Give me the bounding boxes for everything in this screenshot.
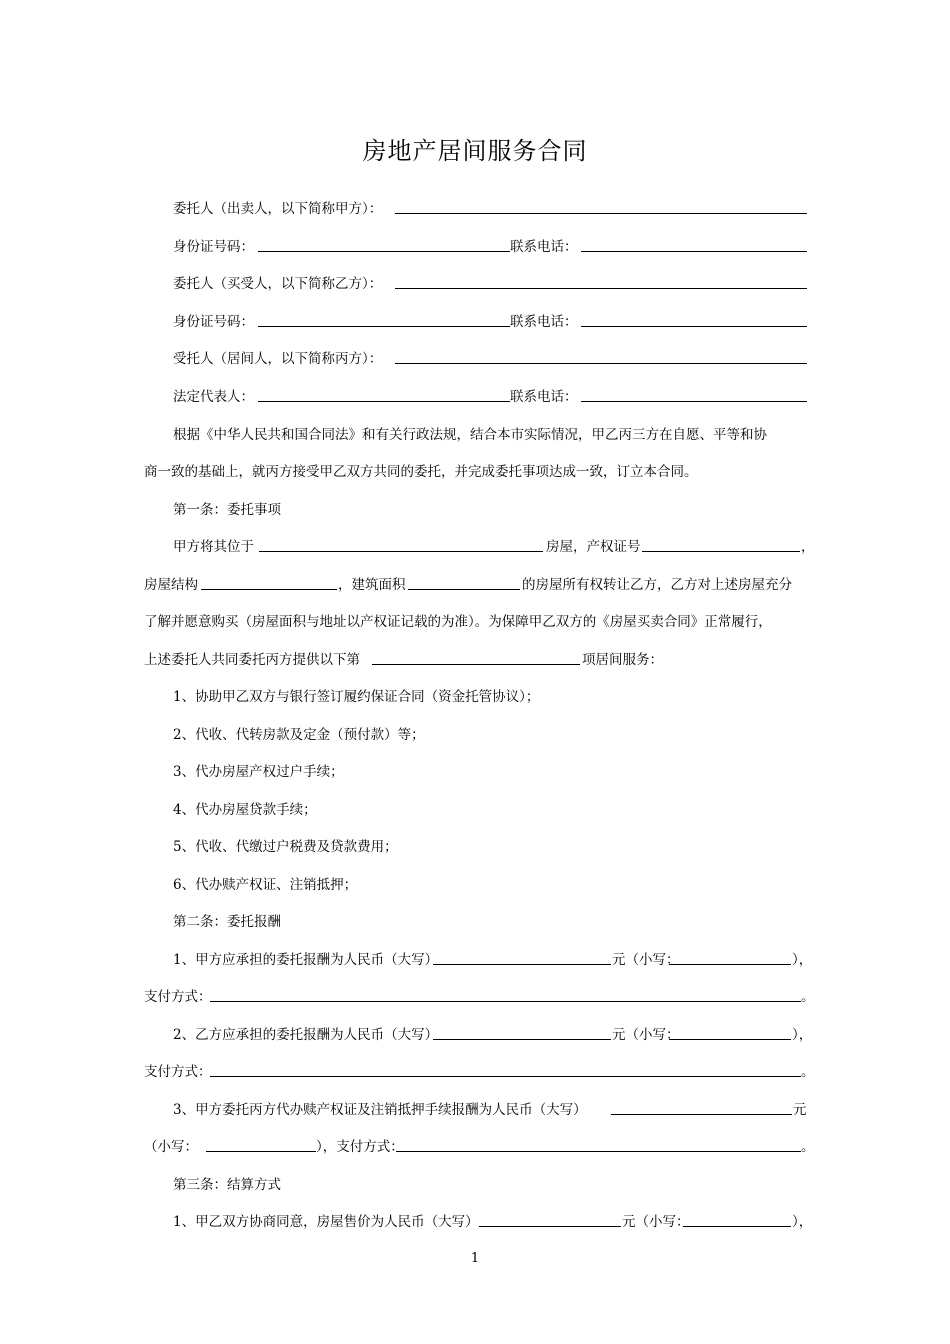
buyer-pay-method-blank[interactable] xyxy=(210,1076,801,1077)
buyer-fee-capital-blank[interactable] xyxy=(433,1039,611,1040)
service-item-6: 6、代办赎产权证、注销抵押； xyxy=(173,877,358,893)
document-title: 房地产居间服务合同 xyxy=(362,137,588,165)
a2-a-close: ）， xyxy=(792,952,813,968)
a2-b-close: ）， xyxy=(792,1027,813,1043)
redemption-fee-number-blank[interactable] xyxy=(206,1151,316,1152)
article3-heading: 第三条：结算方式 xyxy=(173,1177,281,1193)
buyer-id-blank[interactable] xyxy=(258,326,510,327)
seller-id-blank[interactable] xyxy=(258,251,510,252)
a2-c-period: 。 xyxy=(801,1139,815,1155)
price-capital-blank[interactable] xyxy=(479,1226,621,1227)
property-cert-blank[interactable] xyxy=(642,551,800,552)
rep-blank[interactable] xyxy=(258,401,510,402)
buyer-id-label: 身份证号码： xyxy=(173,314,254,330)
a2-a-pay-label: 支付方式： xyxy=(144,989,212,1005)
seller-phone-blank[interactable] xyxy=(581,251,807,252)
a1-p1-b: 房屋，产权证号 xyxy=(546,539,641,555)
a1-p4-b: 项居间服务： xyxy=(582,652,663,668)
a3-a-pre: 1、甲乙双方协商同意，房屋售价为人民币（大写） xyxy=(173,1214,479,1230)
preamble-line-1: 根据《中华人民共和国合同法》和有关行政法规，结合本市实际情况，甲乙丙三方在自愿、平等和协 xyxy=(173,427,767,443)
a1-p1-a: 甲方将其位于 xyxy=(173,539,254,555)
a3-a-yuan: 元（小写： xyxy=(622,1214,690,1230)
buyer-label: 委托人（买受人，以下简称乙方）： xyxy=(173,276,383,292)
buyer-fee-number-blank[interactable] xyxy=(669,1039,791,1040)
a1-p4-a: 上述委托人共同委托丙方提供以下第 xyxy=(144,652,360,668)
a1-p2-b: ，建筑面积 xyxy=(338,577,406,593)
agent-blank[interactable] xyxy=(395,363,807,364)
a1-p3: 了解并愿意购买（房屋面积与地址以产权证记载的为准）。为保障甲乙双方的《房屋买卖合同》正常履行， xyxy=(144,614,772,630)
a2-c-yuan: 元 xyxy=(793,1102,807,1118)
a1-p1-c: ， xyxy=(801,539,815,555)
page-number: 1 xyxy=(470,1251,480,1266)
a2-c-pre: 3、甲方委托丙方代办赎产权证及注销抵押手续报酬为人民币（大写） xyxy=(173,1102,587,1118)
service-item-4: 4、代办房屋贷款手续； xyxy=(173,802,317,818)
seller-pay-method-blank[interactable] xyxy=(210,1001,801,1002)
rep-phone-blank[interactable] xyxy=(581,401,807,402)
a2-c-paren-pay: ），支付方式： xyxy=(316,1139,404,1155)
redemption-fee-capital-blank[interactable] xyxy=(611,1114,792,1115)
service-item-1: 1、协助甲乙双方与银行签订履约保证合同（资金托管协议）； xyxy=(173,689,540,705)
service-item-5: 5、代收、代缴过户税费及贷款费用； xyxy=(173,839,398,855)
seller-phone-label: 联系电话： xyxy=(510,239,578,255)
buyer-blank[interactable] xyxy=(395,288,807,289)
a2-b-pre: 2、乙方应承担的委托报酬为人民币（大写） xyxy=(173,1027,439,1043)
a3-a-close: ）， xyxy=(792,1214,813,1230)
article2-heading: 第二条：委托报酬 xyxy=(173,914,281,930)
a2-b-pay-label: 支付方式： xyxy=(144,1064,212,1080)
rep-label: 法定代表人： xyxy=(173,389,254,405)
price-number-blank[interactable] xyxy=(683,1226,791,1227)
property-location-blank[interactable] xyxy=(259,551,543,552)
seller-fee-capital-blank[interactable] xyxy=(433,964,611,965)
structure-blank[interactable] xyxy=(201,589,337,590)
redemption-pay-method-blank[interactable] xyxy=(396,1151,801,1152)
buyer-phone-label: 联系电话： xyxy=(510,314,578,330)
buyer-phone-blank[interactable] xyxy=(581,326,807,327)
service-items-blank[interactable] xyxy=(372,664,580,665)
rep-phone-label: 联系电话： xyxy=(510,389,578,405)
seller-blank[interactable] xyxy=(395,213,807,214)
a2-c-small-open: （小写： xyxy=(144,1139,198,1155)
a2-a-yuan: 元（小写： xyxy=(612,952,680,968)
a1-p2-c: 的房屋所有权转让乙方，乙方对上述房屋充分 xyxy=(522,577,792,593)
preamble-line-2: 商一致的基础上，就丙方接受甲乙双方共同的委托，并完成委托事项达成一致，订立本合同。 xyxy=(144,464,698,480)
a2-b-period: 。 xyxy=(801,1064,815,1080)
seller-fee-number-blank[interactable] xyxy=(669,964,791,965)
service-item-3: 3、代办房屋产权过户手续； xyxy=(173,764,344,780)
seller-label: 委托人（出卖人，以下简称甲方）： xyxy=(173,201,383,217)
a1-p2-a: 房屋结构 xyxy=(144,577,198,593)
a2-a-period: 。 xyxy=(801,989,815,1005)
a2-a-pre: 1、甲方应承担的委托报酬为人民币（大写） xyxy=(173,952,439,968)
a2-b-yuan: 元（小写： xyxy=(612,1027,680,1043)
article1-heading: 第一条：委托事项 xyxy=(173,502,281,518)
seller-id-label: 身份证号码： xyxy=(173,239,254,255)
agent-label: 受托人（居间人，以下简称丙方）： xyxy=(173,351,383,367)
area-blank[interactable] xyxy=(408,589,520,590)
service-item-2: 2、代收、代转房款及定金（预付款）等； xyxy=(173,727,425,743)
